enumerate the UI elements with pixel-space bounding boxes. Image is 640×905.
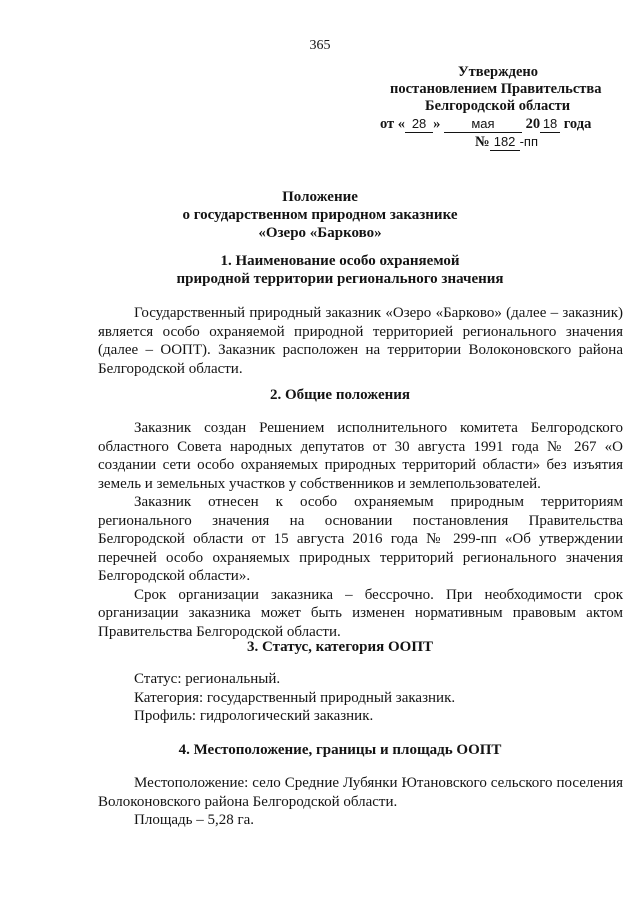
paragraph: Статус: региональный.: [134, 671, 281, 687]
approval-line-3: Белгородской области: [425, 98, 571, 114]
section-2-body: [98, 419, 623, 641]
date-month: мая: [444, 115, 522, 133]
section-1-heading: [60, 252, 620, 288]
paragraph: Категория: государственный природный заказник.: [134, 689, 456, 706]
date-year-suffix: 18: [540, 115, 560, 133]
paragraph: Государственный природный заказник «Озеро «Барково» (далее – заказник) является особо охраняемой природной территорией регионального значения (далее – ООПТ). Заказник расположен на территории Волоконовского района Белгородской области.: [98, 305, 623, 377]
section-1-heading-line-1: 1. Наименование особо охраняемой: [220, 253, 460, 269]
section-3-heading-line-1: 3. Статус, категория ООПТ: [246, 639, 433, 655]
section-4-heading-line-1: 4. Местоположение, границы и площадь ООПТ: [178, 742, 502, 758]
document-title: [0, 188, 640, 242]
paragraph: Заказник отнесен к особо охраняемым природным территориям регионального значения на основании постановления Правительства Белгородской области от 15 августа 2016 года № 299-пп «Об утверждении перечней особо охраняемых природных территорий регионального значения Белгородской области».: [98, 494, 623, 584]
number-value: 182: [490, 133, 520, 151]
section-2-heading: [60, 386, 620, 404]
number-prefix: №: [475, 134, 490, 150]
date-suffix: года: [563, 116, 592, 132]
approval-number: [370, 133, 630, 151]
section-4-body: [98, 774, 623, 830]
date-day: 28: [405, 115, 433, 133]
paragraph: Срок организации заказника – бессрочно. При необходимости срок организации заказника может быть изменен нормативным правовым актом Правительства Белгородской области.: [98, 586, 623, 640]
section-3-heading: [60, 638, 620, 656]
section-1-body: [98, 304, 623, 378]
approval-stamp: [370, 64, 630, 151]
date-prefix: от «: [380, 116, 406, 132]
section-4-heading: [60, 741, 620, 759]
paragraph: Заказник создан Решением исполнительного комитета Белгородского областного Совета народных депутатов от 30 августа 1991 года № 267 «О создании сети особо охраняемых природных территорий области» без изъятия земель и земельных участков у собственников и землепользователей.: [98, 420, 623, 492]
title-line-2: о государственном природном заказнике: [182, 207, 458, 223]
section-3-body: [98, 670, 623, 726]
title-line-1: Положение: [282, 189, 358, 205]
title-line-3: «Озеро «Барково»: [258, 225, 382, 241]
approval-line-2: постановлением Правительства: [390, 81, 602, 97]
paragraph: Профиль: гидрологический заказник.: [134, 708, 374, 724]
section-1-heading-line-2: природной территории регионального значения: [176, 271, 504, 287]
paragraph: Площадь – 5,28 га.: [134, 812, 255, 828]
page-number: 365: [309, 38, 331, 53]
section-2-heading-line-1: 2. Общие положения: [269, 387, 411, 403]
date-mid: »: [433, 116, 441, 132]
date-year-prefix: 20: [525, 116, 541, 132]
approval-line-1: Утверждено: [458, 64, 538, 80]
approval-date: [370, 115, 630, 133]
number-suffix: -пп: [519, 134, 538, 149]
paragraph: Местоположение: село Средние Лубянки Ютановского сельского поселения Волоконовского района Белгородской области.: [98, 775, 623, 810]
